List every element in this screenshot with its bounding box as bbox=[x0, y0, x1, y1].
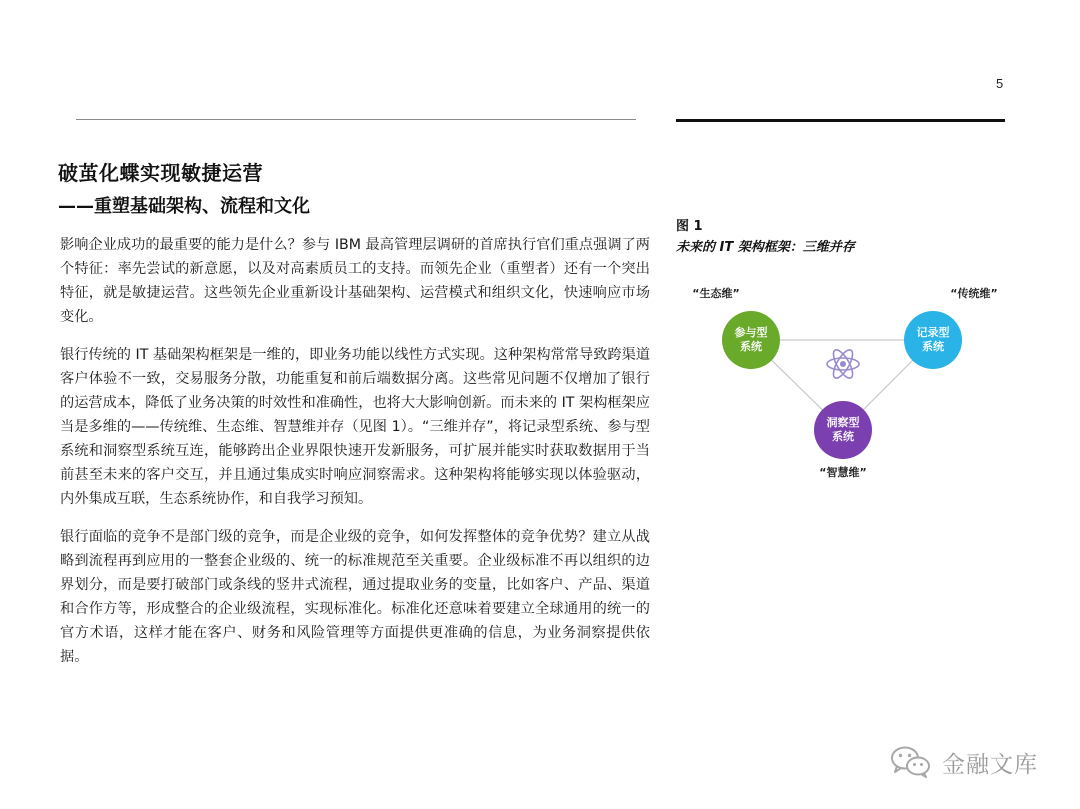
node-label-line1: 记录型 bbox=[916, 326, 950, 339]
diagram-svg bbox=[676, 270, 1036, 500]
watermark-text: 金融文库 bbox=[942, 751, 1038, 778]
node-label-line2: 系统 bbox=[832, 430, 854, 443]
article-title: 破茧化蝶实现敏捷运营 bbox=[58, 161, 263, 185]
node-label-line2: 系统 bbox=[740, 340, 762, 353]
node-label-line1: 洞察型 bbox=[826, 416, 860, 429]
wechat-icon bbox=[890, 745, 932, 779]
three-dimension-diagram bbox=[676, 270, 1036, 500]
node-label-line1: 参与型 bbox=[734, 326, 768, 339]
figure-caption: 未来的 IT 架构框架：三维并存 bbox=[676, 240, 855, 255]
paragraph: 银行传统的 IT 基础架构框架是一维的，即业务功能以线性方式实现。这种架构常常导致跨渠道客户体验不一致，交易服务分散，功能重复和前后端数据分离。这些常见问题不仅增加了银行的运营成本，降低了业务决策的时效性和准确性，也将大大影响创新。而未来的 IT 架构框架应当是多维的——传统维、生态维、智慧维并存（见图 1）。“三维并存”，将记录型系统、参与型系统和洞察型系统互连，能够跨出企业界限快速开发新服务，可扩展并能实时获取数据用于当前甚至未来的客户交互，并且通过集成实时响应洞察需求。这种架构将能够实现以体验驱动，内外集成互联，生态系统协作，和自我学习预知。 bbox=[60, 347, 650, 507]
paragraph: 影响企业成功的最重要的能力是什么？参与 IBM 最高管理层调研的首席执行官们重点强调了两个特征：率先尝试的新意愿，以及对高素质员工的支持。而领先企业（重塑者）还有一个突出特征，就是敏捷运营。这些领先企业重新设计基础架构、运营模式和组织文化，快速响应市场变化。 bbox=[60, 237, 650, 325]
paragraph: 银行面临的竞争不是部门级的竞争，而是企业级的竞争，如何发挥整体的竞争优势？建立从战略到流程再到应用的一整套企业级的、统一的标准规范至关重要。企业级标准不再以组织的边界划分，而是要打破部门或条线的竖井式流程，通过提取业务的变量，比如客户、产品、渠道和合作方等，形成整合的企业级流程，实现标准化。标准化还意味着要建立全球通用的统一的官方术语，这样才能在客户、财务和风险管理等方面提供更准确的信息，为业务洞察提供依据。 bbox=[60, 529, 650, 665]
atom-icon bbox=[827, 347, 859, 381]
dimension-label-wisdom: “智慧维” bbox=[819, 466, 867, 479]
header-rule-right bbox=[676, 119, 1005, 122]
header-rule-left bbox=[76, 119, 636, 120]
figure-label: 图 1 bbox=[676, 219, 703, 234]
article-subtitle: ——重塑基础架构、流程和文化 bbox=[58, 196, 310, 217]
watermark bbox=[890, 744, 1038, 780]
dimension-label-ecosystem: “生态维” bbox=[692, 287, 740, 300]
page-number: 5 bbox=[996, 76, 1004, 91]
node-label-line2: 系统 bbox=[922, 340, 944, 353]
article-body bbox=[60, 233, 650, 683]
dimension-label-traditional: “传统维” bbox=[950, 287, 998, 300]
